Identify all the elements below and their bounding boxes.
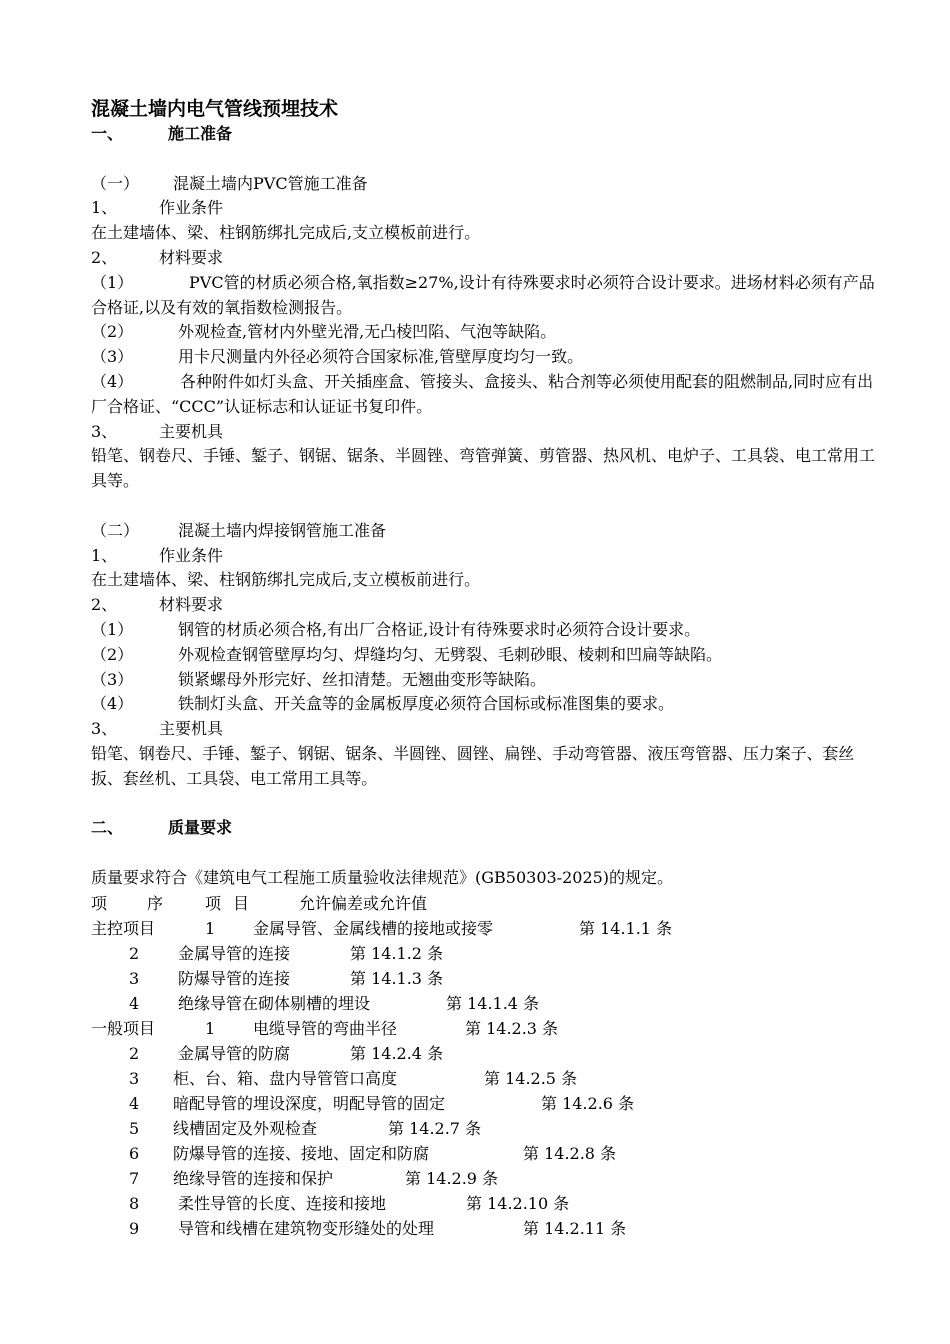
item-text: 锁紧螺母外形完好、丝扣清楚。无翘曲变形等缺陷。 (178, 669, 547, 689)
item-number: （4） (91, 694, 134, 714)
list-item (91, 271, 881, 321)
group-label: 一般项目 (91, 1018, 156, 1038)
table-row (91, 941, 881, 966)
table-row (91, 1016, 881, 1041)
table-row (91, 966, 881, 991)
list-item (91, 692, 881, 717)
row-item: 金属导管、金属线槽的接地或接零 (253, 918, 494, 938)
row-ref: 第 14.2.6 条 (541, 1093, 635, 1113)
row-item: 导管和线槽在建筑物变形缝处的处理 (178, 1218, 435, 1238)
section-title: 施工准备 (168, 124, 233, 143)
row-item: 防爆导管的连接 (178, 968, 291, 988)
clause-heading (91, 246, 881, 271)
row-ref: 第 14.1.2 条 (350, 943, 444, 963)
row-ref: 第 14.1.4 条 (446, 993, 540, 1013)
section-heading-2 (91, 816, 881, 841)
item-text: 铁制灯头盒、开关盒等的金属板厚度必须符合国标或标准图集的要求。 (178, 694, 675, 714)
clause-number: 1、 (91, 198, 118, 218)
section-heading-1 (91, 122, 881, 147)
row-number: 4 (129, 993, 140, 1013)
table-row (91, 1041, 881, 1066)
row-item: 柜、台、箱、盘内导管管口高度 (173, 1068, 398, 1088)
row-number: 3 (129, 968, 140, 988)
clause-label: 作业条件 (159, 198, 224, 218)
list-item (91, 345, 881, 370)
header-cell: 项 (91, 893, 108, 913)
clause-number: 3、 (91, 719, 118, 739)
list-item (91, 668, 881, 693)
row-ref: 第 14.2.9 条 (405, 1168, 499, 1188)
clause-label: 主要机具 (159, 421, 224, 441)
row-item: 暗配导管的埋设深度，明配导管的固定 (173, 1093, 446, 1113)
clause-heading (91, 717, 881, 742)
header-cell: 项 (205, 893, 222, 913)
list-item (91, 370, 881, 420)
row-ref: 第 14.2.11 条 (523, 1218, 627, 1238)
row-item: 电缆导管的弯曲半径 (253, 1018, 398, 1038)
clause-label: 材料要求 (159, 247, 224, 267)
paragraph: 铅笔、钢卷尺、手锤、錾子、钢锯、锯条、半圆锉、弯管弹簧、剪管器、热风机、电炉子、工具袋、电工常用工具等。 (91, 446, 876, 491)
row-number: 2 (129, 943, 140, 963)
row-number: 5 (129, 1118, 140, 1138)
section-number: 一、 (91, 124, 124, 143)
item-text: PVC管的材质必须合格,氧指数≥27%,设计有待殊要求时必须符合设计要求。进场材料必须有产品合格证,以及有效的氧指数检测报告。 (91, 272, 875, 317)
clause-number: 1、 (91, 545, 118, 565)
row-number: 6 (129, 1143, 140, 1163)
row-item: 柔性导管的长度、连接和接地 (178, 1193, 387, 1213)
clause-heading (91, 196, 881, 221)
list-item (91, 618, 881, 643)
item-text: 钢管的材质必须合格,有出厂合格证,设计有待殊要求时必须符合设计要求。 (178, 619, 701, 639)
paragraph: 在土建墙体、梁、柱钢筋绑扎完成后,支立模板前进行。 (91, 570, 481, 590)
item-number: （2） (91, 644, 134, 664)
table-row (91, 1116, 881, 1141)
row-ref: 第 14.2.8 条 (523, 1143, 617, 1163)
item-text: 外观检查钢管壁厚均匀、焊缝均匀、无劈裂、毛刺砂眼、棱刺和凹扁等缺陷。 (178, 644, 723, 664)
subsection-title: 混凝土墙内焊接钢管施工准备 (178, 520, 387, 540)
row-ref: 第 14.2.5 条 (484, 1068, 578, 1088)
item-number: （3） (91, 669, 134, 689)
list-item (91, 643, 881, 668)
row-ref: 第 14.2.10 条 (466, 1193, 570, 1213)
row-item: 防爆导管的连接、接地、固定和防腐 (173, 1143, 430, 1163)
header-cell: 允许偏差或允许值 (299, 893, 428, 913)
row-number: 4 (129, 1093, 140, 1113)
clause-heading (91, 420, 881, 445)
header-cell: 序 (147, 893, 164, 913)
item-text: 用卡尺测量内外径必须符合国家标准,管壁厚度均匀一致。 (178, 347, 584, 367)
item-number: （2） (91, 322, 134, 342)
table-row (91, 1066, 881, 1091)
clause-heading (91, 544, 881, 569)
subsection-number: （一） (91, 173, 140, 193)
table-row (91, 991, 881, 1016)
row-item: 金属导管的连接 (178, 943, 291, 963)
paragraph: 铅笔、钢卷尺、手锤、錾子、钢锯、锯条、半圆锉、圆锉、扁锉、手动弯管器、液压弯管器、压力案子、套丝扳、套丝机、工具袋、电工常用工具等。 (91, 743, 855, 788)
row-ref: 第 14.1.1 条 (579, 918, 673, 938)
table-row (91, 1191, 881, 1216)
row-item: 金属导管的防腐 (178, 1043, 291, 1063)
table-row (91, 1091, 881, 1116)
row-item: 绝缘导管在砌体剔槽的埋设 (178, 993, 371, 1013)
document-page (91, 96, 881, 1241)
table-row (91, 916, 881, 941)
item-number: （1） (91, 619, 134, 639)
item-text: 外观检查,管材内外壁光滑,无凸棱凹陷、气泡等缺陷。 (178, 322, 557, 342)
row-ref: 第 14.2.3 条 (465, 1018, 559, 1038)
row-number: 7 (129, 1168, 140, 1188)
subsection-title: 混凝土墙内PVC管施工准备 (173, 173, 368, 193)
clause-heading (91, 593, 881, 618)
list-item (91, 320, 881, 345)
row-ref: 第 14.2.4 条 (350, 1043, 444, 1063)
row-number: 9 (129, 1218, 140, 1238)
quality-intro: 质量要求符合《建筑电气工程施工质量验收法律规范》(GB50303-2025)的规定。 (91, 867, 674, 887)
clause-number: 2、 (91, 247, 118, 267)
paragraph: 在土建墙体、梁、柱钢筋绑扎完成后,支立模板前进行。 (91, 223, 481, 243)
clause-number: 2、 (91, 595, 118, 615)
row-number: 1 (205, 918, 216, 938)
clause-label: 作业条件 (159, 545, 224, 565)
row-item: 线槽固定及外观检查 (173, 1118, 318, 1138)
section-number: 二、 (91, 818, 124, 838)
row-number: 2 (129, 1043, 140, 1063)
table-header (91, 891, 881, 916)
item-number: （4） (91, 371, 134, 391)
table-row (91, 1216, 881, 1241)
clause-number: 3、 (91, 421, 118, 441)
item-text: 各种附件如灯头盒、开关插座盒、管接头、盒接头、粘合剂等必须使用配套的阻燃制品,同时应有出厂合格证、“CCC”认证标志和认证证书复印件。 (91, 371, 874, 416)
subsection-heading-2 (91, 519, 881, 544)
header-cell: 目 (233, 893, 250, 913)
row-item: 绝缘导管的连接和保护 (173, 1168, 334, 1188)
row-number: 1 (205, 1018, 216, 1038)
item-number: （3） (91, 347, 134, 367)
row-ref: 第 14.2.7 条 (388, 1118, 482, 1138)
row-number: 3 (129, 1068, 140, 1088)
item-number: （1） (91, 272, 134, 292)
section-title: 质量要求 (168, 818, 233, 838)
clause-label: 材料要求 (159, 595, 224, 615)
table-row (91, 1141, 881, 1166)
table-row (91, 1166, 881, 1191)
document-title: 混凝土墙内电气管线预埋技术 (91, 98, 339, 120)
clause-label: 主要机具 (159, 719, 224, 739)
subsection-heading-1 (91, 172, 881, 197)
subsection-number: （二） (91, 520, 140, 540)
group-label: 主控项目 (91, 918, 156, 938)
row-number: 8 (129, 1193, 140, 1213)
row-ref: 第 14.1.3 条 (350, 968, 444, 988)
